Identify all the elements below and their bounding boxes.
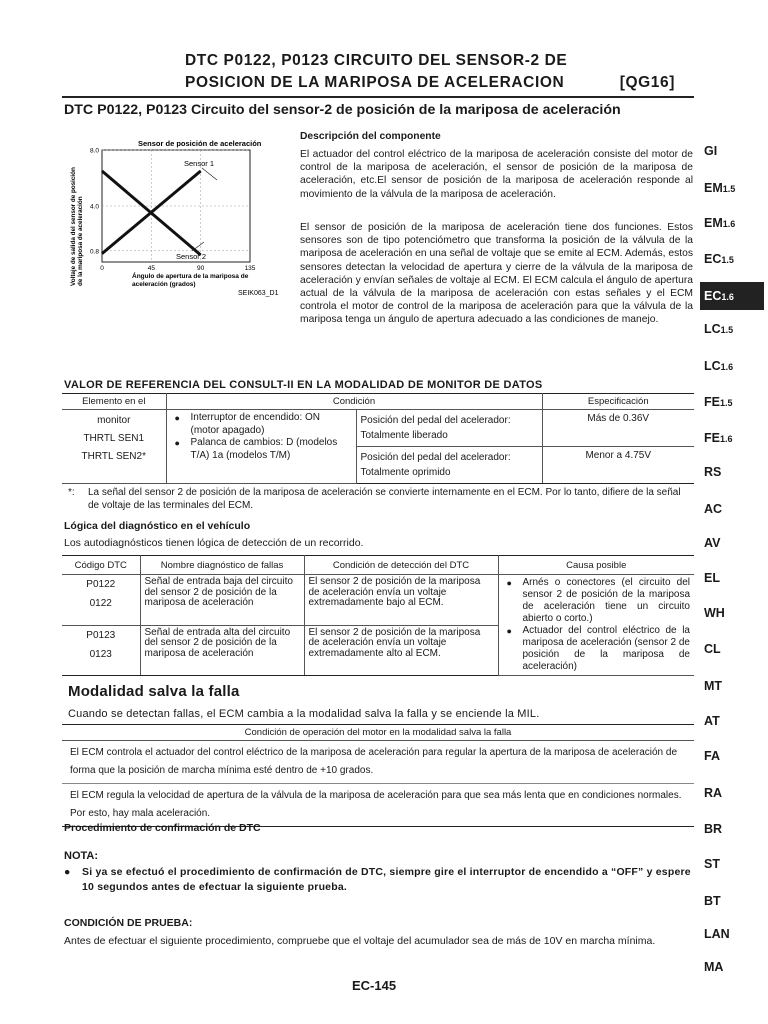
failsafe-row: El ECM controla el actuador del control eléctrico de la mariposa de aceleración para regular la apertura de la mariposa de aceleración de forma que la posición de marcha mínima esté dentro de +10 grados.	[62, 741, 694, 784]
graph-xlabel-line1: Ángulo de apertura de la mariposa de	[132, 273, 249, 280]
index-tab-label: RS	[704, 465, 722, 479]
index-tab-suffix: 1.5	[719, 398, 733, 408]
pedal-condition-released	[356, 410, 542, 447]
test-condition-heading: CONDICIÓN DE PRUEBA:	[64, 917, 193, 929]
index-tab-label: BT	[704, 894, 721, 908]
index-tab-label: BR	[704, 822, 723, 836]
monitor-item: monitor	[97, 415, 131, 426]
failsafe-table	[62, 724, 694, 827]
procedure-heading: Procedimiento de confirmación de DTC	[64, 822, 261, 834]
dtc-cause-cell	[498, 575, 694, 676]
engine-code: [QG16]	[619, 74, 675, 91]
index-tab-ec16[interactable]	[700, 282, 764, 310]
spec-cell: Más de 0.36V	[542, 410, 694, 447]
col-header-condition: Condición	[166, 394, 542, 410]
index-tab-label: AV	[704, 536, 721, 550]
table-header-row	[62, 394, 694, 410]
index-tab-at[interactable]	[704, 710, 768, 732]
index-tab-label: RA	[704, 786, 723, 800]
footnote-marker: *:	[68, 487, 75, 498]
dtc-table	[62, 555, 694, 676]
index-tab-suffix: 1.6	[719, 434, 733, 444]
grid-lines	[102, 150, 250, 262]
graph-title: Sensor de posición de aceleración	[138, 139, 262, 148]
index-tab-label: EM	[704, 216, 723, 230]
index-tab-label: MA	[704, 960, 724, 974]
y-tick-label: 4.0	[89, 203, 99, 211]
index-tab-fe15[interactable]	[704, 391, 768, 413]
index-tab-label: MT	[704, 679, 723, 693]
dtc-name-cell: Señal de entrada baja del circuito del sensor 2 de posición de la mariposa de aceleración	[140, 575, 304, 626]
dtc-name-cell: Señal de entrada alta del circuito del sensor 2 de posición de la mariposa de aceleración	[140, 625, 304, 676]
index-tab-mt[interactable]	[704, 675, 768, 697]
page-number: EC-145	[352, 978, 397, 993]
index-tab-suffix: 1.6	[720, 362, 734, 372]
index-tab-label: CL	[704, 642, 721, 656]
x-tick-label: 45	[147, 265, 155, 272]
pedal-label: Posición del pedal del acelerador:	[360, 452, 511, 463]
index-tab-label: AT	[704, 714, 720, 728]
failsafe-title: Modalidad salva la falla	[68, 683, 240, 700]
condition-bullet: ● Palanca de cambios: D (modelos T/A) 1a (modelos T/M)	[171, 437, 352, 462]
header-rule	[62, 96, 694, 98]
header-title-line1: DTC P0122, P0123 CIRCUITO DEL SENSOR-2 DE	[185, 52, 568, 69]
index-tab-suffix: 1.5	[722, 184, 736, 194]
graph-xlabel-line2: aceleración (grados)	[132, 281, 196, 288]
index-tab-av[interactable]	[704, 532, 768, 554]
y-tick-label: 8.0	[89, 147, 99, 155]
cause-bullet: ● Actuador del control eléctrico de la mariposa de aceleración (sensor 2 de posición de la mariposa de aceleración)	[503, 625, 691, 673]
index-tab-fe16[interactable]	[704, 427, 768, 449]
graph-ylabel-line1: Voltaje de salida del sensor de posición	[70, 167, 77, 286]
table-row	[62, 575, 694, 626]
col-header-name: Nombre diagnóstico de fallas	[140, 556, 304, 575]
footnote-text: La señal del sensor 2 de posición de la mariposa de aceleración se convierte internamente en el ECM. Por lo tanto, difiere de la señal de voltaje de las terminales del ECM.	[88, 487, 681, 511]
index-tab-bt[interactable]	[704, 890, 768, 912]
index-tab-label: GI	[704, 144, 718, 158]
index-tab-br[interactable]	[704, 818, 768, 840]
x-tick-label: 0	[100, 265, 104, 272]
pedal-condition-pressed	[356, 447, 542, 484]
index-tab-st[interactable]	[704, 853, 768, 875]
col-header-code: Código DTC	[62, 556, 140, 575]
index-tab-label: FA	[704, 749, 720, 763]
index-tab-ra[interactable]	[704, 782, 768, 804]
index-tab-em16[interactable]	[704, 212, 768, 234]
index-tab-label: EC	[704, 252, 722, 266]
dtc-condition-cell: El sensor 2 de posición de la mariposa de aceleración envía un voltaje extremadamente alto al ECM.	[304, 625, 498, 676]
y-tick-labels	[90, 148, 99, 256]
col-header-cause: Causa posible	[498, 556, 694, 575]
table-header-row	[62, 725, 694, 741]
col-header-spec: Especificación	[542, 394, 694, 410]
index-tab-suffix: 1.6	[721, 292, 734, 302]
sensor-voltage-graph	[66, 138, 292, 298]
x-tick-labels	[100, 265, 256, 272]
bullet-icon: ●	[64, 866, 71, 878]
component-description-p1: El actuador del control eléctrico de la mariposa de aceleración consiste del motor de control de la mariposa de aceleración, el sensor de posición de la mariposa de aceleración, etc.El sensor de posición de la mariposa de aceleración responde al movimiento de la válvula de la mariposa de aceleración.	[300, 149, 693, 200]
index-tab-wh[interactable]	[704, 602, 768, 624]
index-tab-gi[interactable]	[704, 140, 768, 162]
index-tab-label: LC	[704, 322, 721, 336]
index-tab-fa[interactable]	[704, 745, 768, 767]
index-tab-el[interactable]	[704, 567, 768, 589]
x-tick-label: 90	[197, 265, 205, 272]
component-description-p2: El sensor de posición de la mariposa de aceleración tiene dos funciones. Estos sensores son de tipo potenciómetro que transforma la posición de la válvula de la mariposa de aceleración en una señal de voltaje que se emite al ECM. Además, estos sensores detectan la velocidad de apertura y cierre de la válvula de la mariposa de aceleración y envían señales de voltaje al ECM. El ECM calcula el ángulo de apertura actual de la válvula de la mariposa de aceleración con estas señales y el ECM controla el motor de control de la mariposa de aceleración para que la válvula de la mariposa tenga un ángulo de apertura adecuado a las condiciones de manejo.	[300, 222, 693, 326]
sensor1-label: Sensor 1	[184, 159, 215, 168]
index-tab-label: EC	[704, 289, 722, 303]
index-tab-label: FE	[704, 395, 720, 409]
dtc-subcode: 0122	[89, 598, 112, 609]
table-header-row	[62, 556, 694, 575]
y-tick-label: 0.8	[89, 248, 99, 256]
pedal-state: Totalmente liberado	[360, 430, 448, 441]
failsafe-table-header: Condición de operación del motor en la modalidad salva la falla	[62, 725, 694, 741]
condition-bullet: ● Interruptor de encendido: ON (motor apagado)	[171, 412, 352, 437]
monitor-items-cell	[62, 410, 166, 484]
index-tab-label: AC	[704, 502, 723, 516]
index-tab-label: ST	[704, 857, 720, 871]
index-tab-em15[interactable]	[704, 177, 768, 199]
condition-cell	[166, 410, 356, 484]
index-tab-lc16[interactable]	[704, 355, 768, 377]
test-condition-text: Antes de efectuar el siguiente procedimiento, compruebe que el voltaje del acumulador sea de más de 10V en marcha mínima.	[64, 935, 656, 947]
header-title-line2-text: POSICION DE LA MARIPOSA DE ACELERACION	[185, 74, 565, 91]
sensor2-label: Sensor 2	[176, 252, 207, 261]
index-tab-label: EL	[704, 571, 720, 585]
note-text-body: Si ya se efectuó el procedimiento de confirmación de DTC, siempre gire el interruptor de encendido a “OFF” y espere 10 segundos antes de efectuar la siguiente prueba.	[82, 866, 691, 893]
sensor1-leader	[202, 168, 217, 180]
dtc-condition-cell: El sensor 2 de posición de la mariposa de aceleración envía un voltaje extremadamente bajo al ECM.	[304, 575, 498, 626]
component-description-heading: Descripción del componente	[300, 131, 441, 142]
failsafe-desc: Cuando se detectan fallas, el ECM cambia a la modalidad salva la falla y se enciende la MIL.	[68, 708, 540, 720]
index-tab-ec15[interactable]	[704, 248, 768, 270]
note-heading: NOTA:	[64, 850, 99, 862]
x-tick-label: 135	[244, 265, 256, 272]
sensor2-leader	[192, 242, 204, 251]
index-tab-label: LC	[704, 359, 721, 373]
failsafe-row: El ECM regula la velocidad de apertura de la válvula de la mariposa de aceleración para que sea más lenta que en condiciones normales. Por esto, hay mala aceleración.	[62, 784, 694, 827]
header-title-line2	[185, 74, 675, 92]
spec-cell: Menor a 4.75V	[542, 447, 694, 484]
footnote	[68, 486, 694, 512]
index-tab-label: LAN	[704, 927, 730, 941]
graph-ylabel	[70, 167, 84, 286]
index-tab-suffix: 1.5	[721, 255, 734, 265]
table-row	[62, 784, 694, 827]
dtc-code-cell	[62, 575, 140, 626]
note-text	[64, 865, 694, 895]
cause-bullet: ● Arnés o conectores (el circuito del sensor 2 de posición de la mariposa de aceleración tiene un circuito abierto o corto.)	[503, 577, 691, 625]
figure-id: SEIK063_D1	[238, 290, 279, 297]
pedal-state: Totalmente oprimido	[360, 467, 451, 478]
monitor-item: THRTL SEN1	[83, 433, 145, 444]
section-title: DTC P0122, P0123 Circuito del sensor-2 de posición de la mariposa de aceleración	[64, 102, 621, 118]
index-tab-rs[interactable]	[704, 461, 768, 483]
graph-ylabel-line2: de la mariposa de aceleración	[77, 196, 84, 286]
dtc-code: P0123	[86, 629, 116, 641]
consult-heading: VALOR DE REFERENCIA DEL CONSULT-II EN LA MODALIDAD DE MONITOR DE DATOS	[64, 379, 543, 391]
index-tab-ma[interactable]	[704, 956, 768, 978]
index-tab-ac[interactable]	[704, 498, 768, 520]
dtc-code-cell	[62, 625, 140, 676]
index-tab-label: WH	[704, 606, 725, 620]
dtc-code: P0122	[86, 579, 116, 590]
index-tab-label: FE	[704, 431, 720, 445]
table-row	[62, 410, 694, 447]
diagnosis-logic-desc: Los autodiagnósticos tienen lógica de detección de un recorrido.	[64, 537, 364, 549]
index-tab-lc15[interactable]	[704, 318, 768, 340]
index-tab-suffix: 1.5	[720, 325, 734, 335]
index-tab-label: EM	[704, 181, 723, 195]
index-tab-lan[interactable]	[704, 923, 768, 945]
table-row	[62, 741, 694, 784]
consult-reference-table	[62, 393, 694, 484]
pedal-label: Posición del pedal del acelerador:	[360, 415, 511, 426]
index-tab-cl[interactable]	[704, 638, 768, 660]
col-header-condition: Condición de detección del DTC	[304, 556, 498, 575]
col-header-item: Elemento en el	[62, 394, 166, 410]
diagnosis-logic-heading: Lógica del diagnóstico en el vehículo	[64, 520, 251, 532]
dtc-subcode: 0123	[89, 648, 112, 660]
monitor-item: THRTL SEN2*	[81, 451, 146, 462]
index-tab-suffix: 1.6	[722, 219, 736, 229]
